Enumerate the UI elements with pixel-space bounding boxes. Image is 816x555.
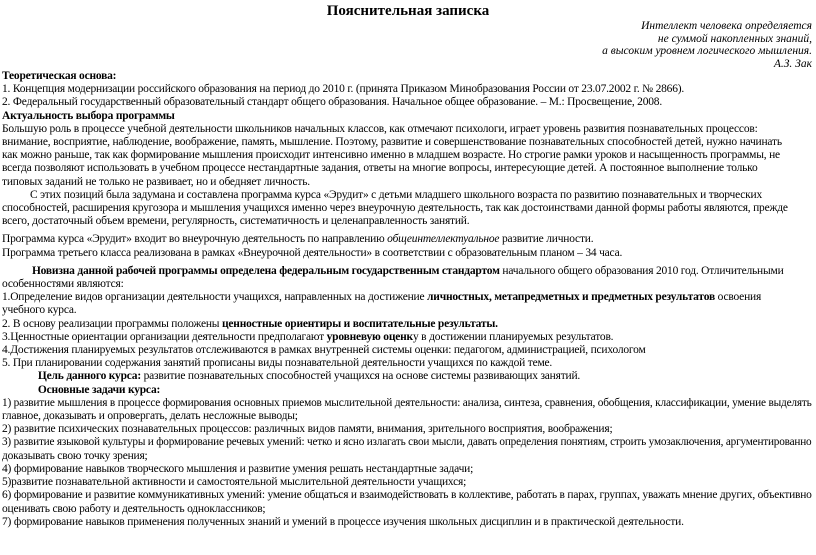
text-line: способностей, расширения кругозора и мышления учащихся именно через внеурочную деятельность, так как достоинствами данной формы работы являются, прежде <box>2 202 788 215</box>
text-line: всегда позволяют использовать в учебном процессе нестандартные задания, ответы на многие вопросы, интересующие детей. А постоянное выполнение только <box>2 162 758 175</box>
text-line <box>2 370 812 383</box>
text-line <box>2 318 812 331</box>
text-run-bold: ценностные ориентиры и воспитательные результаты. <box>221 317 498 330</box>
document-title: Пояснительная записка <box>326 3 490 19</box>
text-run: 2. В основу реализации программы положены <box>2 317 222 330</box>
goal-label: Цель данного курса: <box>37 370 141 383</box>
text-line: Большую роль в процессе учебной деятельности школьников начальных классов, как отмечают психологи, играет уровень развития познавательных процессов: <box>2 122 758 135</box>
relevance-heading: Актуальность выбора программы <box>2 109 175 122</box>
text-line <box>2 331 812 344</box>
text-line <box>2 233 812 246</box>
document-body <box>2 70 814 529</box>
text-run-bold: Новизна данной рабочей программы определена федеральным государственным стандартом <box>31 264 500 277</box>
text-line: как можно раньше, так как формирование мышления происходит интенсивно именно в младшем возрасте. Но строгие рамки уроков и насыщенность программы, не <box>2 149 780 162</box>
text-line: 5)развитие познавательной активности и самостоятельной мыслительной деятельности учащихся; <box>2 476 467 489</box>
text-line: оценивать свою работу и деятельность одноклассников; <box>2 502 266 515</box>
text-line: 1) развитие мышления в процессе формирования основных приемов мыслительной деятельности: анализа, синтеза, сравнения, обобщения, классификации, умение выделять <box>2 396 812 409</box>
text-line: 4.Достижения планируемых результатов отслеживаются в рамках внутренней системы оценки: педагогом, администрацией, психологом <box>2 344 646 357</box>
epigraph-line: не суммой накопленных знаний, <box>657 32 812 45</box>
text-line <box>2 265 812 278</box>
epigraph-line: а высоким уровнем логического мышления. <box>602 45 812 57</box>
text-run: у в достижении планируемых результатов. <box>412 330 614 343</box>
text-line: С этих позиций была задумана и составлена программа курса «Эрудит» с детьми младшего школьного возраста по развитию познавательных и творческих <box>29 188 763 201</box>
text-run: 1.Определение видов организации деятельности учащихся, направленных на достижение <box>2 291 428 304</box>
text-line: доказывать свою точку зрения; <box>2 449 148 462</box>
text-run: начального общего образования 2010 год. Отличительными <box>499 264 784 277</box>
theory-heading: Теоретическая основа: <box>2 70 117 82</box>
text-line: 3) развитие языковой культуры и формирование речевых умений: четко и ясно излагать свои мысли, давать определения понятиям, строить умозаключения, аргументированно <box>2 436 812 449</box>
text-run: 3.Ценностные ориентации организации деятельности предполагают <box>2 330 327 343</box>
text-run-italic: общеинтеллектуальное <box>387 233 500 246</box>
text-line: 6) формирование и развитие коммуникативных умений: умение общаться и взаимодействовать в коллективе, работать в парах, группах, уважать мнение других, объективно <box>2 489 812 502</box>
text-line: всего, достаточный объем времени, регулярность, систематичность и целенаправленность занятий. <box>2 215 470 228</box>
text-line: 2. Федеральный государственный образовательный стандарт общего образования. Начальное общее образование. – М.: Просвещение, 2008. <box>2 96 663 109</box>
text-line: Программа третьего класса реализована в рамках «Внеурочной деятельности» в соответствии с образовательным планом – 34 часа. <box>2 246 623 259</box>
text-run: развитие познавательных способностей учащихся на основе системы развивающих занятий. <box>140 370 581 383</box>
epigraph-author: А.З. Зак <box>773 57 812 70</box>
text-line: 1. Концепция модернизации российского образования на период до 2010 г. (принята Приказом Минобразования России от 23.07.2002 г. № 2866). <box>2 83 685 96</box>
text-line: учебного курса. <box>2 304 77 317</box>
text-line: главное, доказывать и опровергать, делать несложные выводы; <box>2 410 298 423</box>
text-run: освоения <box>714 291 762 304</box>
text-run-bold: личностных, метапредметных и предметных результатов <box>427 291 715 304</box>
tasks-heading: Основные задачи курса: <box>37 383 161 396</box>
epigraph <box>602 20 812 70</box>
text-line <box>2 291 812 304</box>
text-line: 2) развитие психических познавательных процессов: различных видов памяти, внимания, зрительного восприятия, воображения; <box>2 423 613 436</box>
text-line: 4) формирование навыков творческого мышления и развитие умения решать нестандартные задачи; <box>2 462 474 475</box>
epigraph-line: Интеллект человека определяется <box>641 20 812 32</box>
text-line: 7) формирование навыков применения полученных знаний и умений в процессе изучения школьных дисциплин и в практической деятельности. <box>2 515 684 528</box>
text-line: 5. При планировании содержания занятий прописаны виды познавательной деятельности учащихся по каждой теме. <box>2 357 553 370</box>
text-line: типовых заданий не только не развивает, но и обедняет личность. <box>2 175 310 188</box>
text-line: особенностями являются: <box>2 278 124 291</box>
text-run: развитие личности. <box>499 233 594 246</box>
text-line: внимание, восприятие, наблюдение, воображение, память, мышление. Поэтому, развитие и совершенствование познавательных способностей детей, нужно начинать <box>2 136 782 149</box>
text-run: Программа курса «Эрудит» входит во внеурочную деятельность по направлению <box>2 233 388 246</box>
text-run-bold: уровневую оценк <box>326 330 413 343</box>
